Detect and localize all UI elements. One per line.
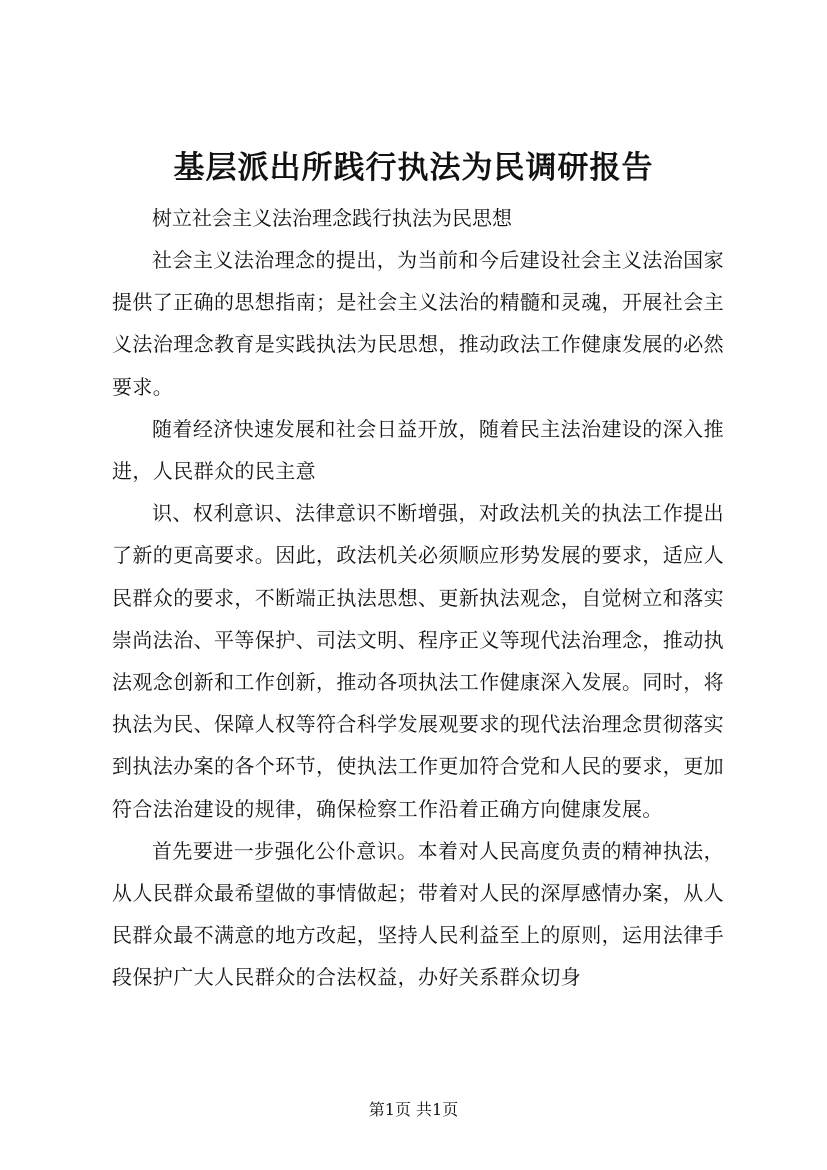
body-paragraph-4: 首先要进一步强化公仆意识。本着对人民高度负责的精神执法，从人民群众最希望做的事情做起；带着对人民的深厚感情办案，从人民群众最不满意的地方改起，坚持人民利益至上的原则，运用法律手段保护广大人民群众的合法权益，办好关系群众切身 bbox=[112, 838, 724, 990]
document-subtitle: 树立社会主义法治理念践行执法为民思想 bbox=[152, 206, 512, 230]
document-body bbox=[112, 197, 724, 999]
body-paragraph-1: 社会主义法治理念的提出，为当前和今后建设社会主义法治国家提供了正确的思想指南；是社会主义法治的精髓和灵魂，开展社会主义法治理念教育是实践执法为民思想，推动政法工作健康发展的必然要求。 bbox=[112, 248, 724, 399]
document-title: 基层派出所践行执法为民调研报告 bbox=[173, 150, 654, 186]
body-paragraph-2: 随着经济快速发展和社会日益开放，随着民主法治建设的深入推进，人民群众的民主意 bbox=[112, 416, 724, 484]
page-footer: 第1页 共1页 bbox=[368, 1100, 459, 1119]
body-paragraph-3: 识、权利意识、法律意识不断增强，对政法机关的执法工作提出了新的更高要求。因此，政法机关必须顺应形势发展的要求，适应人民群众的要求，不断端正执法思想、更新执法观念，自觉树立和落实崇尚法治、平等保护、司法文明、程序正义等现代法治理念，推动执法观念创新和工作创新，推动各项执法工作健康深入发展。同时，将执法为民、保障人权等符合科学发展观要求的现代法治理念贯彻落实到执法办案的各个环节，使执法工作更加符合党和人民的要求，更加符合法治建设的规律，确保检察工作沿着正确方向健康发展。 bbox=[112, 501, 724, 821]
